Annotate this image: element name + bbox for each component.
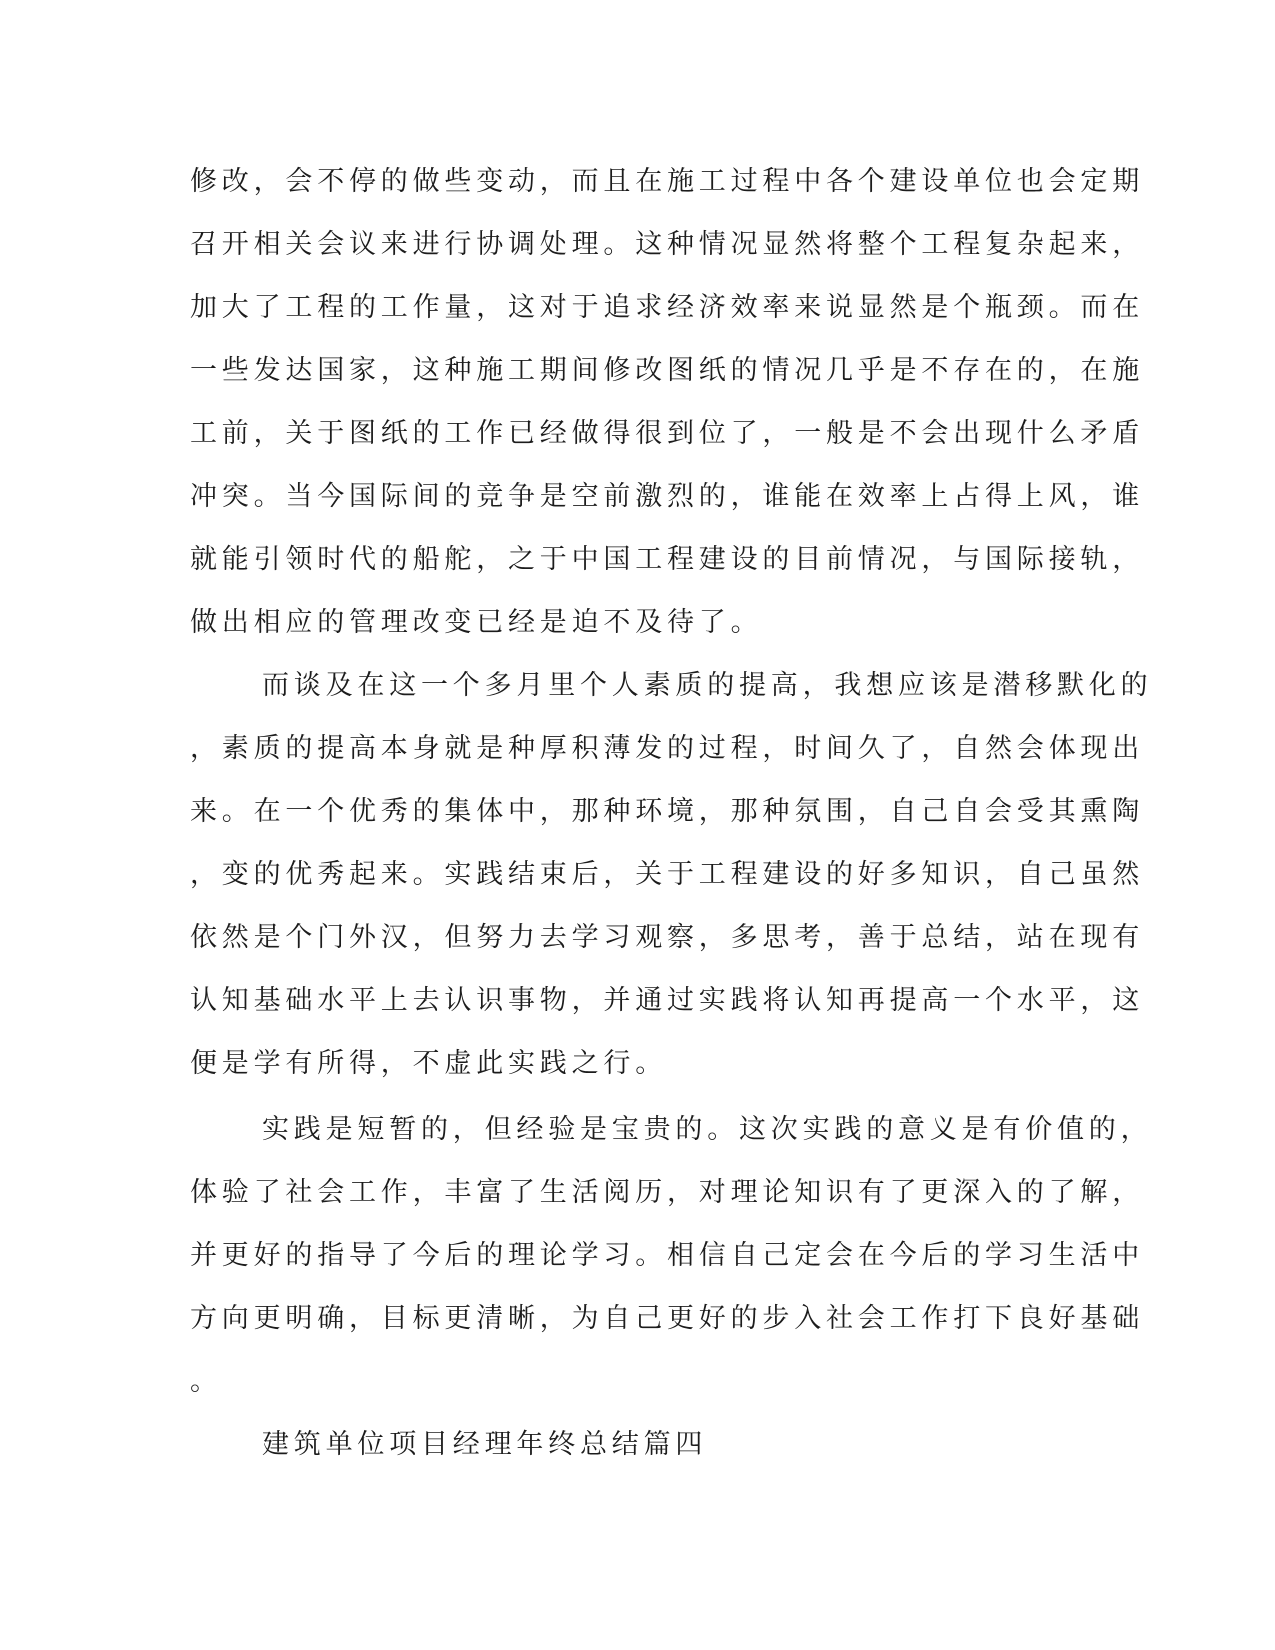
text-line: ，变的优秀起来。实践结束后，关于工程建设的好多知识，自己虽然 (190, 859, 1144, 890)
text-line: 加大了工程的工作量，这对于追求经济效率来说显然是个瓶颈。而在 (190, 292, 1144, 323)
text-line: ，素质的提高本身就是种厚积薄发的过程，时间久了，自然会体现出 (190, 733, 1144, 764)
text-line: 一些发达国家，这种施工期间修改图纸的情况几乎是不存在的，在施 (190, 355, 1144, 386)
text-line: 做出相应的管理改变已经是迫不及待了。 (190, 607, 763, 638)
text-line: 体验了社会工作，丰富了生活阅历，对理论知识有了更深入的了解， (190, 1177, 1144, 1208)
text-line: 修改，会不停的做些变动，而且在施工过程中各个建设单位也会定期 (190, 166, 1144, 197)
text-line: 便是学有所得，不虚此实践之行。 (190, 1048, 667, 1079)
text-line: 工前，关于图纸的工作已经做得很到位了，一般是不会出现什么矛盾 (190, 418, 1144, 449)
paragraph-first-line: 而谈及在这一个多月里个人素质的提高，我想应该是潜移默化的 (262, 670, 1153, 701)
text-line: 依然是个门外汉，但努力去学习观察，多思考，善于总结，站在现有 (190, 922, 1144, 953)
text-line: 认知基础水平上去认识事物，并通过实践将认知再提高一个水平，这 (190, 985, 1144, 1016)
paragraph-first-line: 实践是短暂的，但经验是宝贵的。这次实践的意义是有价值的， (262, 1114, 1153, 1145)
text-line: 冲突。当今国际间的竞争是空前激烈的，谁能在效率上占得上风，谁 (190, 481, 1144, 512)
text-line: 。 (190, 1366, 222, 1397)
text-line: 来。在一个优秀的集体中，那种环境，那种氛围，自己自会受其熏陶 (190, 796, 1144, 827)
text-line: 方向更明确，目标更清晰，为自己更好的步入社会工作打下良好基础 (190, 1303, 1144, 1334)
section-heading: 建筑单位项目经理年终总结篇四 (262, 1429, 708, 1460)
text-line: 就能引领时代的船舵，之于中国工程建设的目前情况，与国际接轨， (190, 544, 1144, 575)
text-line: 并更好的指导了今后的理论学习。相信自己定会在今后的学习生活中 (190, 1240, 1144, 1271)
text-line: 召开相关会议来进行协调处理。这种情况显然将整个工程复杂起来， (190, 229, 1144, 260)
